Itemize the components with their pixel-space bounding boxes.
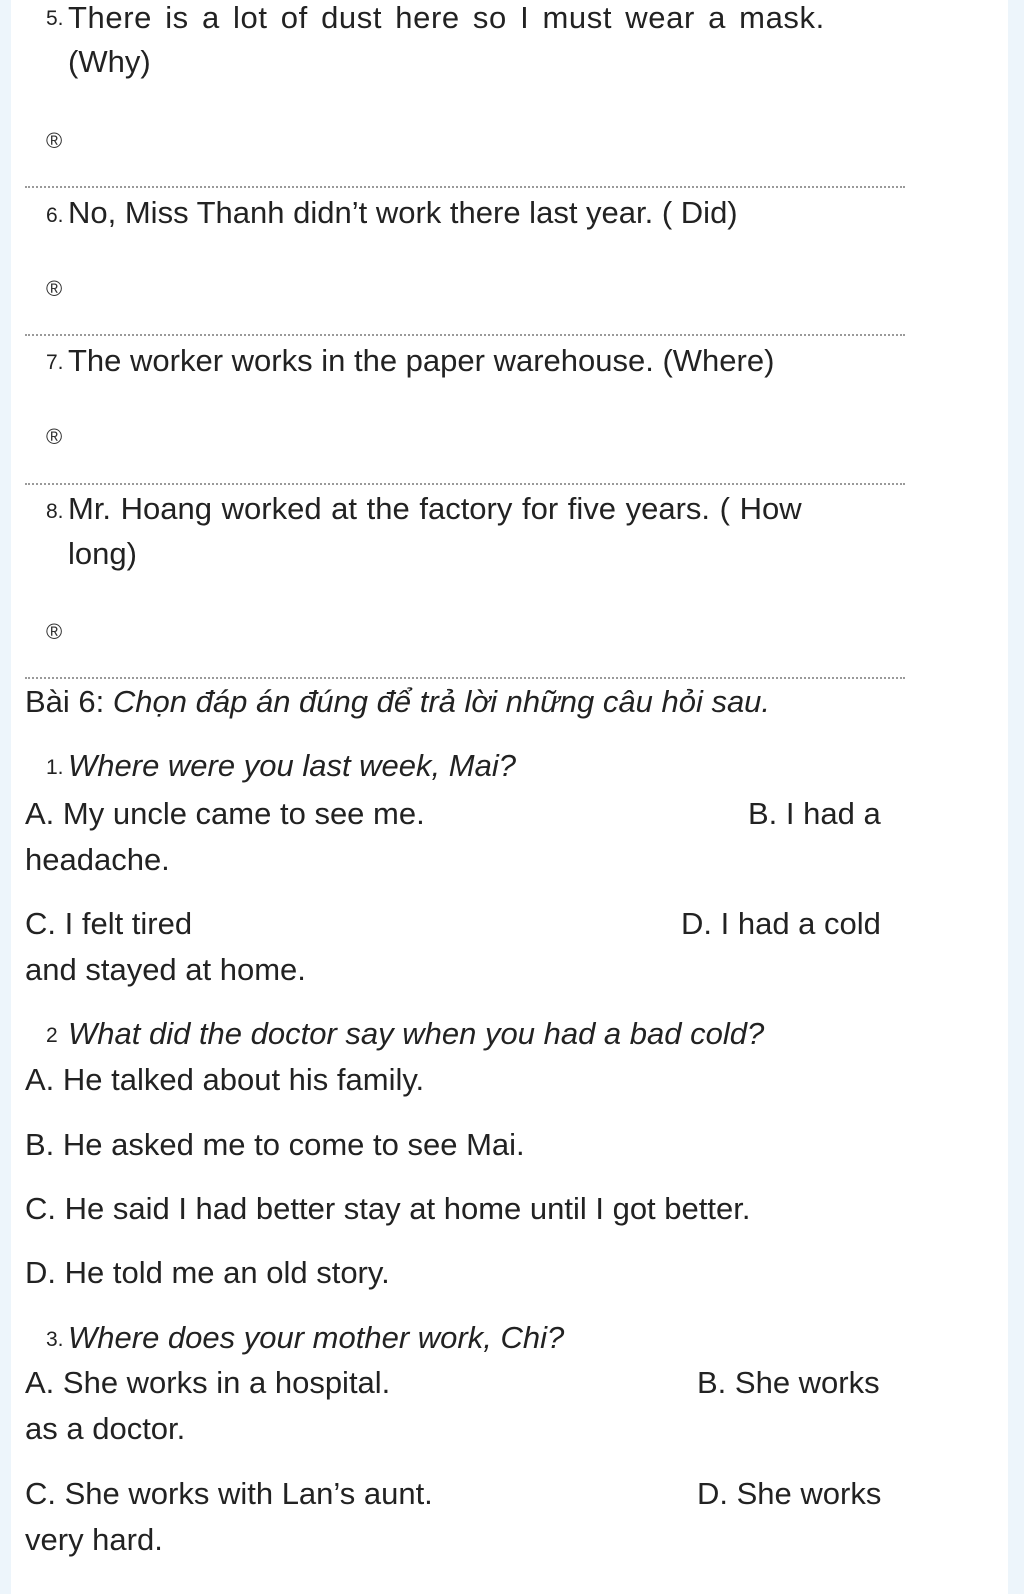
item-number: 7. [46,351,64,374]
exercise-instruction: Chọn đáp án đúng để trả lời những câu hỏi sau. [112,684,771,719]
option-b-cont[interactable]: as a doctor. [25,1411,186,1446]
item-number: 8. [46,500,64,523]
question-text: Where were you last week, Mai? [68,748,516,783]
answer-line[interactable] [25,186,905,188]
option-b[interactable]: B. He asked me to come to see Mai. [25,1127,525,1162]
item-sentence: No, Miss Thanh didn’t work there last year. ( Did) [68,195,738,230]
exercise-6-heading [25,686,770,717]
question-number: 1. [46,756,64,779]
item-sentence: The worker works in the paper warehouse. (Where) [68,343,775,378]
option-d-cont[interactable]: and stayed at home. [25,952,306,987]
answer-mark: ® [46,619,63,644]
option-a[interactable]: A. My uncle came to see me. [25,796,425,831]
option-b-cont[interactable]: headache. [25,842,170,877]
answer-mark: ® [46,424,63,449]
answer-line[interactable] [25,334,905,336]
answer-line[interactable] [25,677,905,679]
option-c[interactable]: C. He said I had better stay at home until I got better. [25,1191,751,1226]
answer-line[interactable] [25,483,905,485]
right-margin-strip [1008,0,1024,1594]
question-text: Where does your mother work, Chi? [68,1320,565,1355]
option-d[interactable]: D. He told me an old story. [25,1255,390,1290]
option-d[interactable]: D. I had a cold [681,906,881,941]
answer-mark: ® [46,276,63,301]
answer-mark: ® [46,128,63,153]
question-number: 2 [46,1024,58,1047]
question-text: What did the doctor say when you had a bad cold? [68,1016,765,1051]
left-margin-strip [0,0,11,1594]
item-number: 5. [46,7,64,30]
option-c[interactable]: C. She works with Lan’s aunt. [25,1476,433,1511]
option-b[interactable]: B. She works [697,1365,880,1400]
option-c[interactable]: C. I felt tired [25,906,193,941]
option-a[interactable]: A. She works in a hospital. [25,1365,391,1400]
exercise-label: Bài 6: [25,684,105,719]
question-number: 3. [46,1328,64,1351]
option-d-cont[interactable]: very hard. [25,1522,163,1557]
option-b[interactable]: B. I had a [748,796,881,831]
option-d[interactable]: D. She works [697,1476,882,1511]
item-sentence: There is a lot of dust here so I must wear a mask. [68,0,825,35]
item-sentence-cont: (Why) [68,44,151,79]
item-sentence: Mr. Hoang worked at the factory for five years. ( How [68,491,802,526]
item-number: 6. [46,204,64,227]
option-a[interactable]: A. He talked about his family. [25,1062,425,1097]
item-sentence-cont: long) [68,536,137,571]
